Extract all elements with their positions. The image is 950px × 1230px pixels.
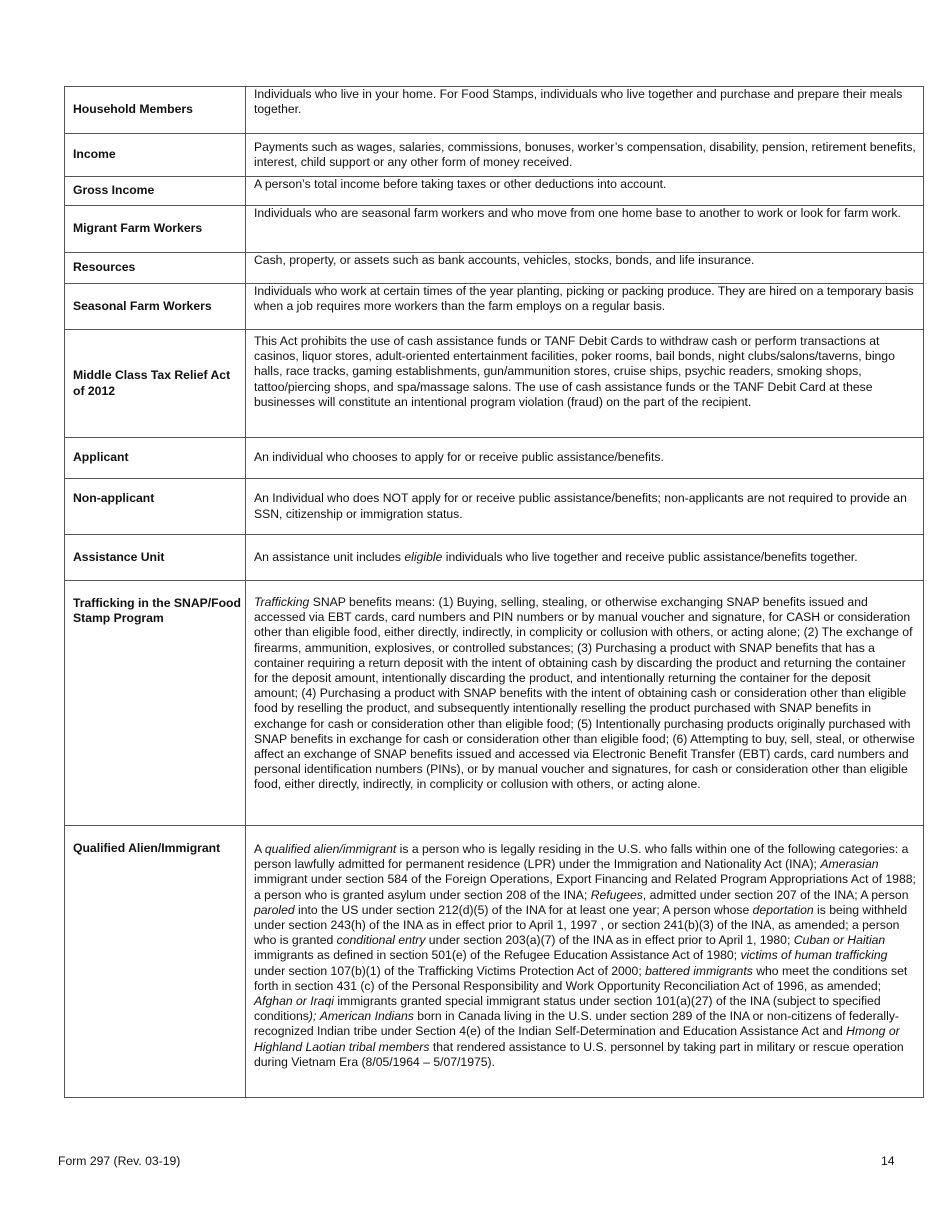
- definition-income: Payments such as wages, salaries, commissions, bonuses, worker’s compensation, disability, pension, retirement benefits, interest, child support or any other form of money received.: [246, 134, 924, 177]
- definition-trafficking-snap: Trafficking SNAP benefits means: (1) Buying, selling, stealing, or otherwise exchanging SNAP benefits issued and accessed via EBT cards, card numbers and PIN numbers or by manual voucher and signature, for CASH or consideration other than eligible food, either directly, indirectly, in complicity or collusion with others, or acting alone; (2) The exchange of firearms, ammunition, explosives, or controlled substances; (3) Purchasing a product with SNAP benefits that has a container requiring a return deposit with the intent of obtaining cash by discarding the product and returning the container for the deposit amount, intentionally discarding the product, and intentionally returning the container for the deposit amount; (4) Purchasing a product with SNAP benefits with the intent of obtaining cash or consideration other than eligible food by reselling the product, and subsequently intentionally reselling the product purchased with SNAP benefits in exchange for cash or consideration other than eligible food; (5) Intentionally purchasing products originally purchased with SNAP benefits in exchange for cash or consideration other than eligible food; (6) Attempting to buy, sell, steal, or otherwise affect an exchange of SNAP benefits issued and accessed via Electronic Benefit Transfer (EBT) cards, card numbers and personal identification numbers (PINs), or by manual voucher and signatures, for cash or consideration other than eligible food, either directly, indirectly, in complicity or collusion with others, or acting alone.: [246, 581, 924, 826]
- definition-text: into the US under section 212(d)(5) of the INA for at least one year; A person whose: [294, 902, 753, 917]
- term-middle-class-tax-relief-act: Middle Class Tax Relief Act of 2012: [65, 330, 246, 438]
- table-row: [65, 253, 924, 284]
- definition-seasonal-farm-workers: Individuals who work at certain times of the year planting, picking or packing produce. They are hired on a temporary basis when a job requires more workers than the farm employs on a regular basis.: [246, 284, 924, 330]
- definition-emphasis: battered immigrants: [645, 963, 753, 978]
- definition-emphasis: qualified alien/immigrant: [264, 842, 397, 856]
- table-row: [65, 284, 924, 330]
- definition-gross-income: A person’s total income before taking taxes or other deductions into account.: [246, 177, 924, 206]
- definition-middle-class-tax-relief-act: This Act prohibits the use of cash assistance funds or TANF Debit Cards to withdraw cash or perform transactions at casinos, liquor stores, adult-oriented entertainment facilities, poker rooms, bail bonds, night clubs/salons/taverns, bingo halls, race tracks, gaming establishments, gun/ammunition stores, cruise ships, psychic readers, smoking shops, tattoo/piercing shops, and spa/massage salons. The use of cash assistance funds or the TANF Debit Card at these businesses will constitute an intentional program violation (fraud) on the part of the recipient.: [246, 330, 924, 438]
- term-household-members: Household Members: [65, 87, 246, 134]
- table-row: [65, 134, 924, 177]
- definition-emphasis: deportation: [752, 902, 814, 917]
- table-row: [65, 87, 924, 134]
- definition-emphasis: Afghan or Iraqi: [254, 994, 334, 1009]
- term-seasonal-farm-workers: Seasonal Farm Workers: [65, 284, 246, 330]
- definition-emphasis: Refugees: [590, 887, 643, 902]
- definition-migrant-farm-workers: Individuals who are seasonal farm workers and who move from one home base to another to work or look for farm work.: [246, 206, 924, 253]
- definitions-table: [64, 86, 924, 1098]
- term-migrant-farm-workers: Migrant Farm Workers: [65, 206, 246, 253]
- definition-text: is a person who is legally residing in the U.S. who falls within one of the following categories: a person lawfully admitted for permanent residence (LPR) under the Immigration and Nationality Act (INA);: [254, 842, 909, 872]
- definition-text: immigrants granted special immigrant status under section 101(a)(27) of the INA (subject to specified conditions: [254, 994, 881, 1024]
- definition-resources: Cash, property, or assets such as bank accounts, vehicles, stocks, bonds, and life insurance.: [246, 253, 924, 284]
- definition-text: under section 107(b)(1) of the Trafficking Victims Protection Act of 2000;: [254, 963, 646, 978]
- definition-emphasis: American Indians: [319, 1009, 414, 1024]
- table-row: [65, 581, 924, 826]
- definition-qualified-alien: [246, 826, 924, 1098]
- term-trafficking-snap: Trafficking in the SNAP/Food Stamp Program: [65, 581, 246, 826]
- definition-applicant: An individual who chooses to apply for or receive public assistance/benefits.: [246, 438, 924, 479]
- form-identifier: Form 297 (Rev. 03-19): [58, 1154, 181, 1168]
- definition-emphasis: victims of human trafficking: [740, 948, 888, 963]
- definition-text: who meet the conditions set forth in section 431 (c) of the Personal Responsibility and Work Opportunity Reconciliation Act of 1996, as amended;: [254, 963, 908, 993]
- definition-text: under section 203(a)(7) of the INA as in effect prior to April 1, 1980;: [425, 933, 794, 948]
- term-income: Income: [65, 134, 246, 177]
- term-gross-income: Gross Income: [65, 177, 246, 206]
- definition-emphasis: paroled: [254, 902, 295, 917]
- definition-emphasis: );: [308, 1009, 317, 1024]
- table-row: [65, 438, 924, 479]
- term-assistance-unit: Assistance Unit: [65, 535, 246, 581]
- definition-emphasis: Trafficking: [254, 595, 310, 609]
- definition-assistance-unit: An assistance unit includes eligible individuals who live together and receive public assistance/benefits together.: [246, 535, 924, 581]
- definition-text: immigrants as defined in section 501(e) of the Refugee Education Assistance Act of 1980;: [254, 948, 741, 963]
- page-number: 14: [881, 1154, 895, 1168]
- table-row: [65, 177, 924, 206]
- definition-emphasis: Amerasian: [820, 857, 879, 872]
- definition-household-members: Individuals who live in your home. For Food Stamps, individuals who live together and purchase and prepare their meals together.: [246, 87, 924, 134]
- definition-non-applicant: An Individual who does NOT apply for or receive public assistance/benefits; non-applicants are not required to provide an SSN, citizenship or immigration status.: [246, 479, 924, 535]
- definition-text: immigrant under section 584 of the Foreign Operations, Export Financing and Related Program Appropriations Act of 1988; a person who is granted asylum under section 208 of the INA;: [254, 872, 916, 902]
- definition-emphasis: Hmong or Highland Laotian tribal members: [254, 1024, 900, 1054]
- definition-text: , admitted under section 207 of the INA; A person: [642, 887, 909, 902]
- table-row: [65, 330, 924, 438]
- term-non-applicant: Non-applicant: [65, 479, 246, 535]
- definition-text: is being withheld under section 243(h) of the INA as in effect prior to April 1, 1997 , or section 241(b)(3) of the INA, as amended; a person who is granted: [254, 902, 908, 948]
- table-row: [65, 206, 924, 253]
- term-qualified-alien: Qualified Alien/Immigrant: [65, 826, 246, 1098]
- table-row: [65, 535, 924, 581]
- definition-text: that rendered assistance to U.S. personnel by taking part in military or rescue operation during Vietnam Era (8/05/1964 – 5/07/1975).: [254, 1039, 904, 1069]
- term-applicant: Applicant: [65, 438, 246, 479]
- definition-text: born in Canada living in the U.S. under section 289 of the INA or non-citizens of federally-recognized Indian tribe under Section 4(e) of the Indian Self-Determination and Education Assistance Act and: [254, 1009, 899, 1039]
- table-row: [65, 479, 924, 535]
- definition-emphasis: conditional entry: [336, 933, 426, 948]
- definition-emphasis: eligible: [404, 549, 443, 564]
- definition-text: A: [254, 842, 265, 856]
- definition-emphasis: Cuban or Haitian: [793, 933, 886, 948]
- term-resources: Resources: [65, 253, 246, 284]
- table-row: [65, 826, 924, 1098]
